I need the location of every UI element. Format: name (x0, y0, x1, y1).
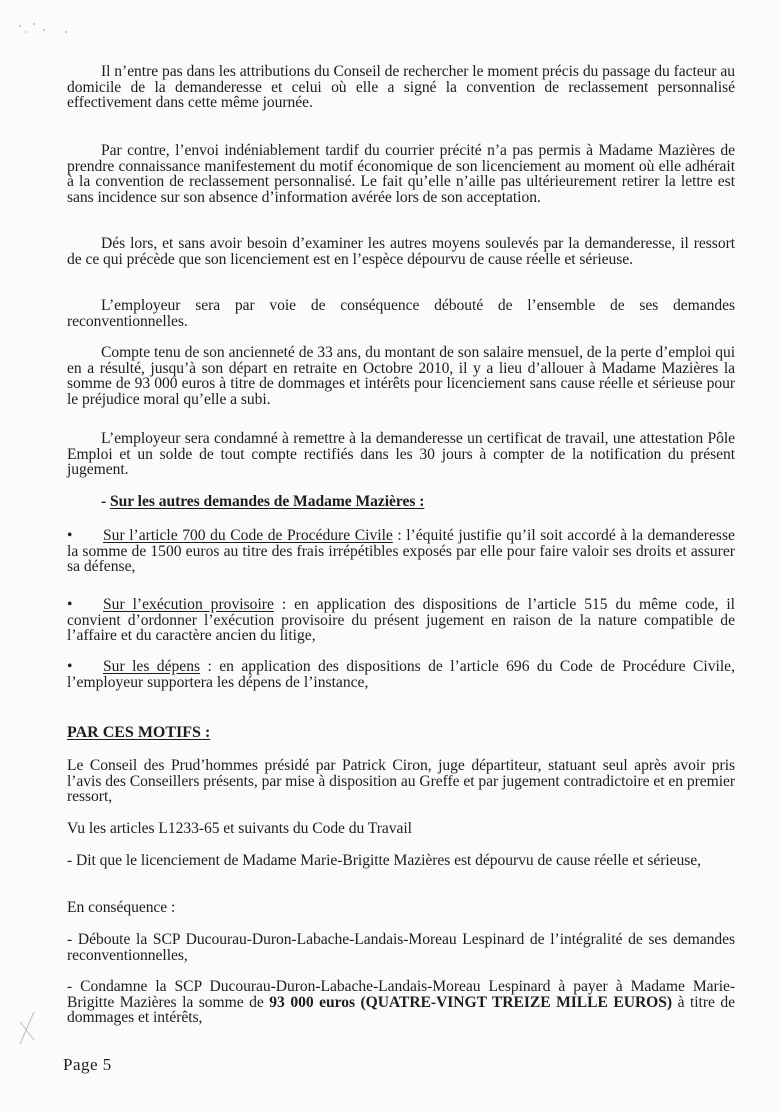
paragraph-vu-articles (67, 821, 735, 837)
subheading-prefix: - (101, 493, 110, 510)
bullet-text: : l’équité justifie qu’il soit accordé à la demanderesse la somme de 1500 euros au titre des frais irrépétibles exposés par elle pour faire valoir ses droits et assurer sa défense, (67, 527, 735, 576)
paragraph-text: En conséquence : (67, 899, 176, 916)
bullet-title: Sur les dépens (103, 658, 201, 675)
paragraph-text: Compte tenu de son ancienneté de 33 ans, du montant de son salaire mensuel, de la perte d’emploi qui en a résulté, jusqu’à son départ en retraite en Octobre 2010, il y a lieu d’allouer à Madame Mazières la somme de 93 000 euros à titre de dommages et intérêts pour licenciement sans cause réelle et sérieuse pour le préjudice moral qu’elle a subi. (67, 344, 735, 408)
paragraph-des-lors (67, 236, 735, 267)
heading-text: PAR CES MOTIFS : (67, 724, 211, 741)
paragraph-text: L’employeur sera condamné à remettre à la demanderesse un certificat de travail, une attestation Pôle Emploi et un solde de tout compte rectifiés dans les 30 jours à compter de la notification du présent jugement. (67, 430, 735, 479)
paragraph-text: Le Conseil des Prud’hommes présidé par Patrick Ciron, juge départiteur, statuant seul après avoir pris l’avis des Conseillers présents, par mise à disposition au Greffe et par jugement contradictoire et en premier ressort, (67, 757, 735, 806)
paragraph-text: Vu les articles L1233-65 et suivants du Code du Travail (67, 820, 412, 837)
bullet-icon: • (67, 596, 73, 613)
paragraph-text: Par contre, l’envoi indéniablement tardif du courrier précité n’a pas permis à Madame Mazières de prendre connaissance manifestement du motif économique de son licenciement au moment où elle adhérait à la convention de reclassement personnalisé. Le fait qu’elle n’aille pas ultérieurement retirer la lettre est sans incidence sur son absence d’information avérée lors de son acceptation. (67, 142, 735, 206)
bullet-article-700 (67, 528, 735, 575)
bullet-text: : en application des dispositions de l’article 515 du même code, il convient d’ordonner l’exécution provisoire du présent jugement en raison de la nature compatible de l’affaire et du caractère ancien du litige, (67, 596, 735, 645)
paragraph-attributions (67, 64, 735, 111)
paragraph-condamne (67, 979, 735, 1026)
amount-text: 93 000 euros (QUATRE-VINGT TREIZE MILLE EUROS) (269, 993, 673, 1011)
bullet-icon: • (67, 658, 73, 675)
bullet-depens (67, 659, 735, 690)
subheading-title: Sur les autres demandes de Madame Mazières : (110, 493, 425, 510)
paragraph-text: L’employeur sera par voie de conséquence débouté de l’ensemble de ses demandes reconventionnelles. (67, 297, 735, 330)
paragraph-certificat (67, 431, 735, 478)
paragraph-text: Dés lors, et sans avoir besoin d’examiner les autres moyens soulevés par la demanderesse, il ressort de ce qui précède que son licenciement est en l’espèce dépourvu de cause réelle et sérieuse. (67, 235, 735, 268)
bullet-title: Sur l’article 700 du Code de Procédure Civile (103, 527, 393, 544)
paragraph-anciennete (67, 345, 735, 407)
paragraph-text: - Dit que le licenciement de Madame Marie-Brigitte Mazières est dépourvu de cause réelle et sérieuse, (67, 852, 702, 869)
page-number: Page 5 (63, 1055, 112, 1074)
paragraph-deboute (67, 932, 735, 963)
paragraph-envoi-tardif (67, 143, 735, 205)
bullet-execution-provisoire (67, 597, 735, 644)
subheading-autres-demandes (67, 494, 735, 510)
paragraph-conseil (67, 758, 735, 805)
paragraph-text: - Condamne la SCP Ducourau-Duron-Labache-Landais-Moreau Lespinard à payer à Madame Marie-Brigitte Mazières la somme de (67, 978, 735, 1011)
bullet-text: : en application des dispositions de l’article 696 du Code de Procédure Civile, l’employeur supportera les dépens de l’instance, (67, 658, 735, 691)
paragraph-dit-que (67, 853, 735, 869)
bullet-title: Sur l’exécution provisoire (103, 596, 274, 613)
paragraph-text: Il n’entre pas dans les attributions du Conseil de rechercher le moment précis du passage du facteur au domicile de la demanderesse et celui où elle a signé la convention de reclassement personnalisé effectivement dans cette même journée. (67, 63, 735, 112)
heading-par-ces-motifs (67, 724, 210, 742)
bullet-icon: • (67, 527, 73, 544)
paragraph-text: - Déboute la SCP Ducourau-Duron-Labache-Landais-Moreau Lespinard de l’intégralité de ses demandes reconventionnelles, (67, 931, 735, 964)
paragraph-en-consequence (67, 900, 735, 916)
paragraph-text: à titre de dommages et intérêts, (67, 993, 736, 1027)
pencil-x-mark (16, 1010, 38, 1046)
scan-artifact (14, 18, 74, 48)
paragraph-employeur-deboute (67, 298, 735, 329)
